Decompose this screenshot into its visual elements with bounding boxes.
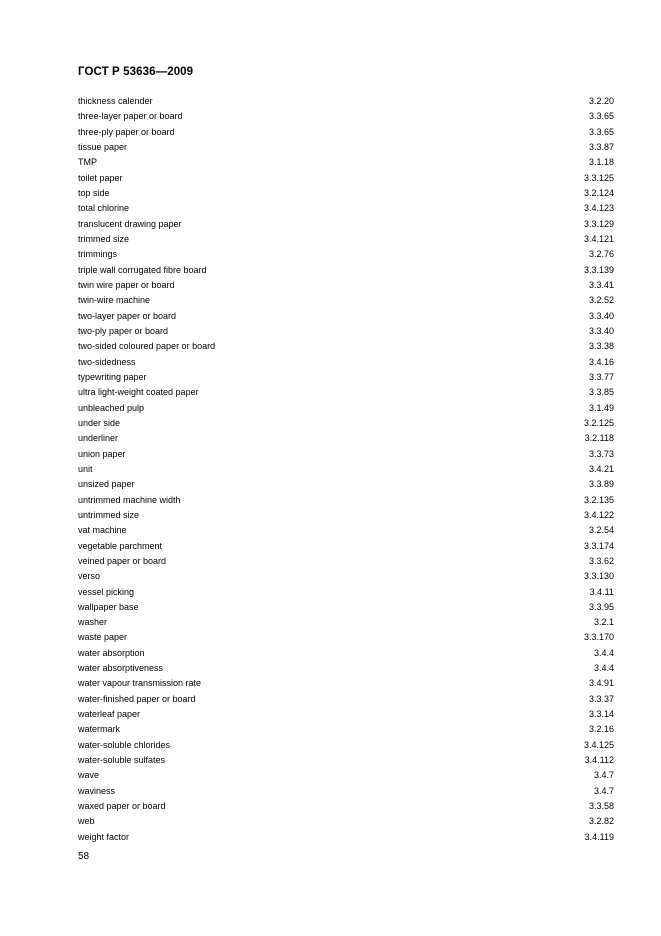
index-entry xyxy=(78,722,614,737)
index-reference: 3.3.125 xyxy=(583,172,614,183)
index-reference: 3.4.7 xyxy=(593,770,614,781)
index-term: typewriting paper xyxy=(78,371,147,382)
index-reference: 3.3.77 xyxy=(588,371,614,382)
index-entry xyxy=(78,523,614,538)
index-reference: 3.3.174 xyxy=(583,540,614,551)
index-entry xyxy=(78,493,614,508)
index-entry xyxy=(78,707,614,722)
index-term: TMP xyxy=(78,157,97,168)
index-term: water-soluble sulfates xyxy=(78,755,166,766)
index-reference: 3.3.37 xyxy=(588,693,614,704)
document-header: ГОСТ Р 53636—2009 xyxy=(78,66,194,78)
index-reference: 3.4.4 xyxy=(593,663,614,674)
index-entry xyxy=(78,753,614,768)
index-entry xyxy=(78,155,614,170)
index-reference: 3.2.1 xyxy=(593,617,614,628)
index-entry xyxy=(78,799,614,814)
index-entry xyxy=(78,232,614,247)
index-entry xyxy=(78,401,614,416)
index-term: ultra light-weight coated paper xyxy=(78,387,199,398)
index-term: untrimmed size xyxy=(78,509,140,520)
index-reference: 3.3.89 xyxy=(588,479,614,490)
index-entry xyxy=(78,355,614,370)
index-term: triple wall corrugated fibre board xyxy=(78,264,207,275)
index-term: three-layer paper or board xyxy=(78,111,183,122)
index-term: three-ply paper or board xyxy=(78,126,175,137)
index-term: trimmed size xyxy=(78,233,130,244)
index-entry xyxy=(78,569,614,584)
index-reference: 3.3.73 xyxy=(588,448,614,459)
index-entry xyxy=(78,263,614,278)
index-reference: 3.2.118 xyxy=(584,433,614,444)
index-reference: 3.3.65 xyxy=(588,111,614,122)
index-term: two-layer paper or board xyxy=(78,310,177,321)
index-term: vessel picking xyxy=(78,586,135,597)
index-entry xyxy=(78,676,614,691)
index-term: twin wire paper or board xyxy=(78,279,175,290)
index-reference: 3.3.129 xyxy=(583,218,614,229)
index-reference: 3.3.14 xyxy=(588,709,614,720)
index-entry xyxy=(78,585,614,600)
index-term: two-ply paper or board xyxy=(78,325,169,336)
index-term: wallpaper base xyxy=(78,601,139,612)
index-reference: 3.4.21 xyxy=(588,463,614,474)
index-entry xyxy=(78,94,614,109)
index-reference: 3.3.139 xyxy=(583,264,614,275)
index-term: waterleaf paper xyxy=(78,709,141,720)
index-term: verso xyxy=(78,571,101,582)
index-term: water absorption xyxy=(78,647,145,658)
index-term: two-sided coloured paper or board xyxy=(78,341,216,352)
index-reference: 3.2.20 xyxy=(588,96,614,106)
index-reference: 3.3.40 xyxy=(588,325,614,336)
index-reference: 3.3.95 xyxy=(588,601,614,612)
index-reference: 3.2.125 xyxy=(583,417,614,428)
index-entry xyxy=(78,784,614,799)
index-term: top side xyxy=(78,187,110,198)
index-term: weight factor xyxy=(78,831,130,842)
index-reference: 3.4.91 xyxy=(588,678,614,689)
index-reference: 3.2.76 xyxy=(588,249,614,260)
index-reference: 3.2.124 xyxy=(583,187,614,198)
index-term: tissue paper xyxy=(78,141,128,152)
index-term: union paper xyxy=(78,448,126,459)
index-entry xyxy=(78,309,614,324)
index-entry xyxy=(78,554,614,569)
index-entry xyxy=(78,324,614,339)
index-reference: 3.3.130 xyxy=(583,571,614,582)
index-entry xyxy=(78,431,614,446)
index-reference: 3.1.18 xyxy=(588,157,614,168)
index-term: veined paper or board xyxy=(78,555,167,566)
index-entry xyxy=(78,171,614,186)
index-term: water-finished paper or board xyxy=(78,693,196,704)
index-reference: 3.2.82 xyxy=(588,816,614,827)
index-entry xyxy=(78,615,614,630)
index-reference: 3.4.122 xyxy=(583,509,614,520)
index-entry xyxy=(78,508,614,523)
index-reference: 3.2.54 xyxy=(588,525,614,536)
index-reference: 3.4.16 xyxy=(588,356,614,367)
index-term: water vapour transmission rate xyxy=(78,678,202,689)
index-reference: 3.3.58 xyxy=(588,801,614,812)
index-term: web xyxy=(78,816,95,827)
index-term: two-sidedness xyxy=(78,356,136,367)
index-reference: 3.2.16 xyxy=(588,724,614,735)
index-term: waste paper xyxy=(78,632,128,643)
index-reference: 3.4.112 xyxy=(584,755,614,766)
index-entry xyxy=(78,814,614,829)
index-term: unsized paper xyxy=(78,479,135,490)
index-entry xyxy=(78,109,614,124)
index-reference: 3.3.65 xyxy=(588,126,614,137)
index-entry xyxy=(78,738,614,753)
index-term: watermark xyxy=(78,724,121,735)
index-entry xyxy=(78,278,614,293)
index-term: thickness calender xyxy=(78,96,153,106)
index-entry xyxy=(78,462,614,477)
index-term: untrimmed machine width xyxy=(78,494,181,505)
index-reference: 3.3.62 xyxy=(588,555,614,566)
page-number: 58 xyxy=(78,851,90,862)
index-reference: 3.2.52 xyxy=(588,295,614,306)
index-reference: 3.4.125 xyxy=(583,739,614,750)
index-term: translucent drawing paper xyxy=(78,218,182,229)
index-term: waviness xyxy=(78,785,116,796)
index-reference: 3.3.170 xyxy=(583,632,614,643)
index-entry xyxy=(78,830,614,845)
index-entry xyxy=(78,692,614,707)
index-entry xyxy=(78,768,614,783)
index-entry xyxy=(78,247,614,262)
index-entry xyxy=(78,385,614,400)
index-reference: 3.4.121 xyxy=(583,233,614,244)
index-reference: 3.4.123 xyxy=(583,203,614,214)
index-entry xyxy=(78,416,614,431)
index-term: unbleached pulp xyxy=(78,402,145,413)
index-term: water absorptiveness xyxy=(78,663,164,674)
index-reference: 3.3.40 xyxy=(588,310,614,321)
index-entry xyxy=(78,661,614,676)
index-entry xyxy=(78,477,614,492)
index-entry xyxy=(78,186,614,201)
index-reference: 3.3.85 xyxy=(588,387,614,398)
index-reference: 3.3.41 xyxy=(588,279,614,290)
index-entry xyxy=(78,125,614,140)
index-reference: 3.3.38 xyxy=(588,341,614,352)
index-term: vat machine xyxy=(78,525,127,536)
index-term: wave xyxy=(78,770,100,781)
index-entry xyxy=(78,600,614,615)
index-term: toilet paper xyxy=(78,172,123,183)
index-term: washer xyxy=(78,617,108,628)
index-reference: 3.1.49 xyxy=(588,402,614,413)
index-entry xyxy=(78,630,614,645)
index-entry xyxy=(78,539,614,554)
index-entry xyxy=(78,339,614,354)
index-reference: 3.4.4 xyxy=(593,647,614,658)
index-term: vegetable parchment xyxy=(78,540,163,551)
index-term: water-soluble chlorides xyxy=(78,739,171,750)
index-reference: 3.4.11 xyxy=(589,586,614,597)
index-term: total chlorine xyxy=(78,203,130,214)
index-entry xyxy=(78,646,614,661)
index-entry xyxy=(78,217,614,232)
index-term: trimmings xyxy=(78,249,118,260)
index-entry xyxy=(78,293,614,308)
index-term: underliner xyxy=(78,433,119,444)
index-term: twin-wire machine xyxy=(78,295,151,306)
index-term: unit xyxy=(78,463,93,474)
index-entry xyxy=(78,370,614,385)
index-reference: 3.3.87 xyxy=(588,141,614,152)
index-entry xyxy=(78,201,614,216)
index-entry xyxy=(78,447,614,462)
index-term: waxed paper or board xyxy=(78,801,166,812)
index-reference: 3.2.135 xyxy=(583,494,614,505)
index-reference: 3.4.7 xyxy=(593,785,614,796)
index-reference: 3.4.119 xyxy=(584,831,614,842)
index-entry xyxy=(78,140,614,155)
index-list xyxy=(78,94,614,845)
index-term: under side xyxy=(78,417,121,428)
